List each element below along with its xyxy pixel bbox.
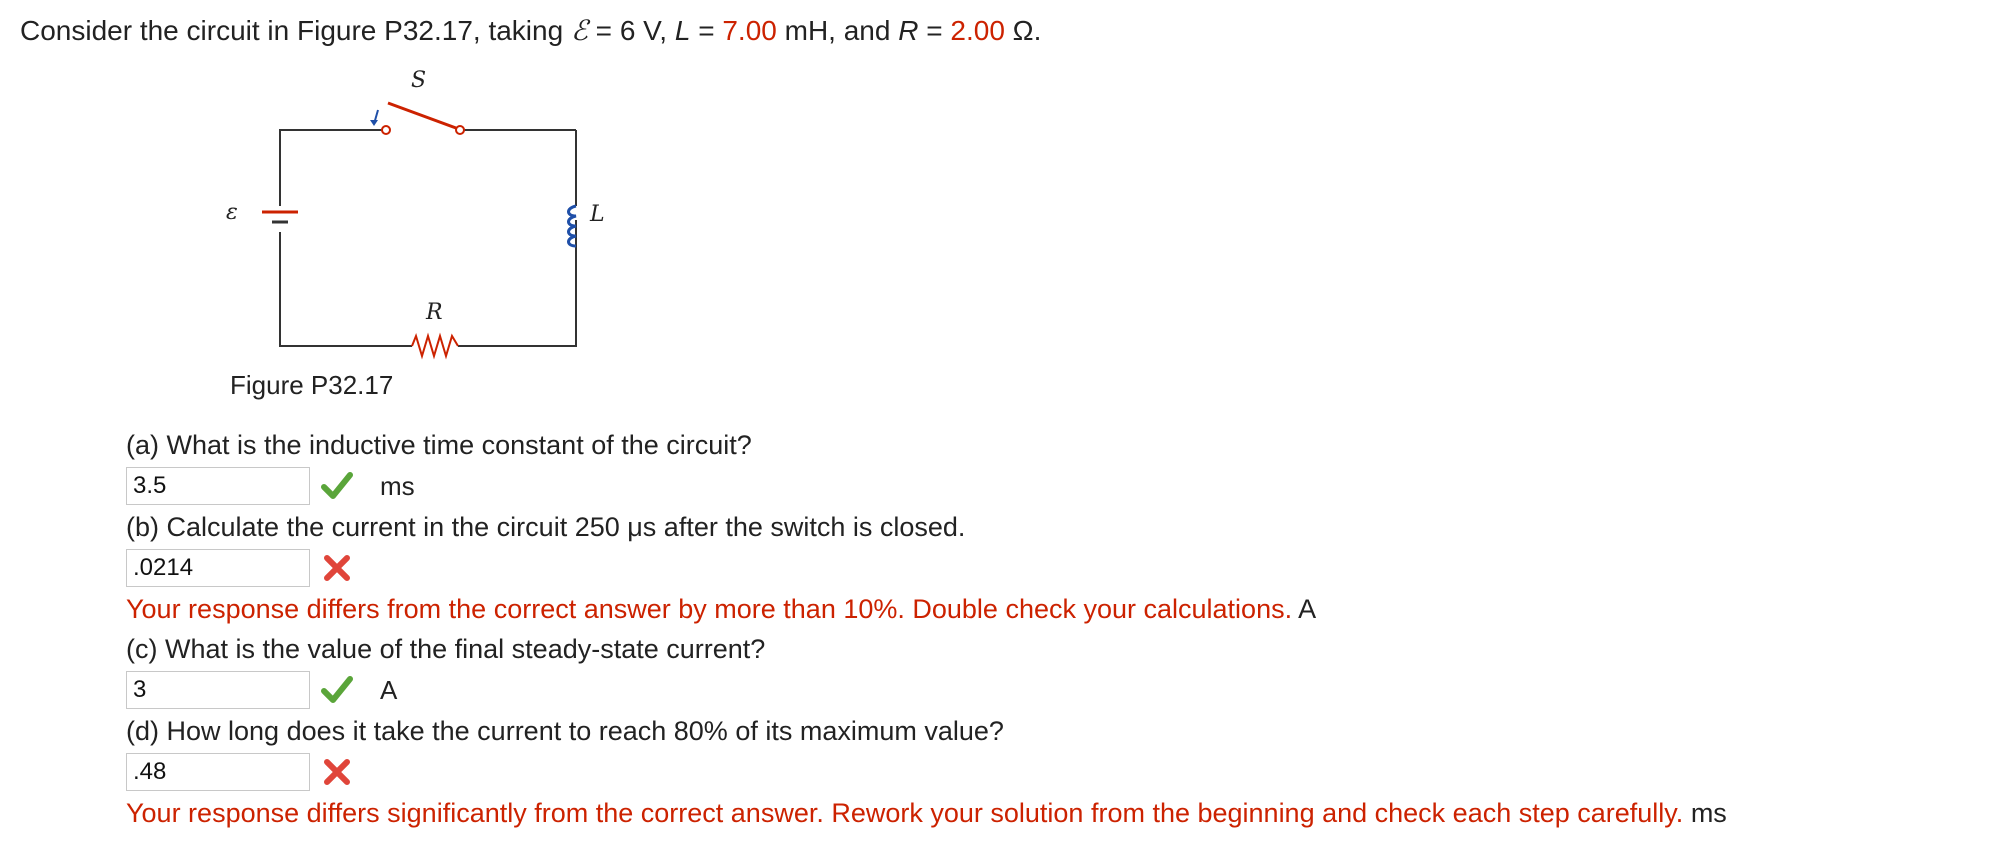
- incorrect-x-icon: [320, 755, 354, 789]
- feedback-b: [126, 592, 1316, 626]
- feedback-b-unit: A: [1292, 594, 1317, 624]
- switch-contact-right: [456, 126, 464, 134]
- intro-text: Consider the circuit in Figure P32.17, taking: [20, 15, 571, 46]
- circuit-figure: [200, 68, 620, 368]
- resistance-symbol: R: [898, 15, 919, 46]
- switch-label: S: [411, 68, 427, 93]
- question-c-answer-row: [126, 668, 397, 712]
- wire-right: [458, 220, 576, 346]
- problem-statement: Consider the circuit in Figure P32.17, taking ℰ = 6 V, L = 7.00 mH, and R = 2.00 Ω.: [20, 14, 1042, 47]
- correct-check-icon: [320, 673, 354, 707]
- inductance-symbol: L: [674, 15, 691, 46]
- figure-caption: Figure P32.17: [230, 370, 394, 400]
- question-a-answer-row: [126, 464, 415, 508]
- feedback-b-text: Your response differs from the correct answer by more than 10%. Double check your calculations.: [126, 594, 1293, 624]
- circuit-diagram: [200, 68, 620, 368]
- answer-b-input[interactable]: .0214: [126, 549, 310, 587]
- feedback-d: [126, 796, 1727, 830]
- question-a-prompt: (a) What is the inductive time constant of the circuit?: [126, 430, 752, 460]
- incorrect-x-icon: [320, 551, 354, 585]
- switch-contact-left: [382, 126, 390, 134]
- emf-value: = 6 V,: [587, 15, 675, 46]
- inductor-coil: [569, 206, 577, 246]
- correct-check-icon: [320, 469, 354, 503]
- answer-a-unit: ms: [380, 470, 415, 501]
- wire-left: [280, 130, 412, 346]
- inductance-unit: mH, and: [776, 15, 899, 46]
- emf-symbol: ℰ: [570, 14, 588, 47]
- switch-blade: [388, 103, 456, 128]
- resistor-label: R: [426, 300, 443, 325]
- question-d-prompt: (d) How long does it take the current to reach 80% of its maximum value?: [126, 716, 1004, 746]
- question-b-prompt: (b) Calculate the current in the circuit 250 μs after the switch is closed.: [126, 512, 966, 542]
- resistor-zigzag: [412, 336, 458, 356]
- answer-a-input[interactable]: 3.5: [126, 467, 310, 505]
- answer-d-input[interactable]: .48: [126, 753, 310, 791]
- inductance-value: 7.00: [722, 15, 777, 46]
- feedback-d-unit: ms: [1683, 798, 1727, 828]
- question-b-answer-row: [126, 546, 354, 590]
- inductor-label: L: [590, 202, 605, 227]
- resistance-value: 2.00: [950, 15, 1005, 46]
- feedback-d-text: Your response differs significantly from the correct answer. Rework your solution from the beginning and check each step carefully.: [126, 798, 1684, 828]
- answer-c-unit: A: [380, 674, 398, 705]
- question-c-prompt: (c) What is the value of the final steady-state current?: [126, 634, 766, 664]
- resistance-unit: Ω.: [1004, 15, 1042, 46]
- answer-c-input[interactable]: 3: [126, 671, 310, 709]
- question-d-answer-row: [126, 750, 354, 794]
- emf-label: ε: [226, 200, 238, 225]
